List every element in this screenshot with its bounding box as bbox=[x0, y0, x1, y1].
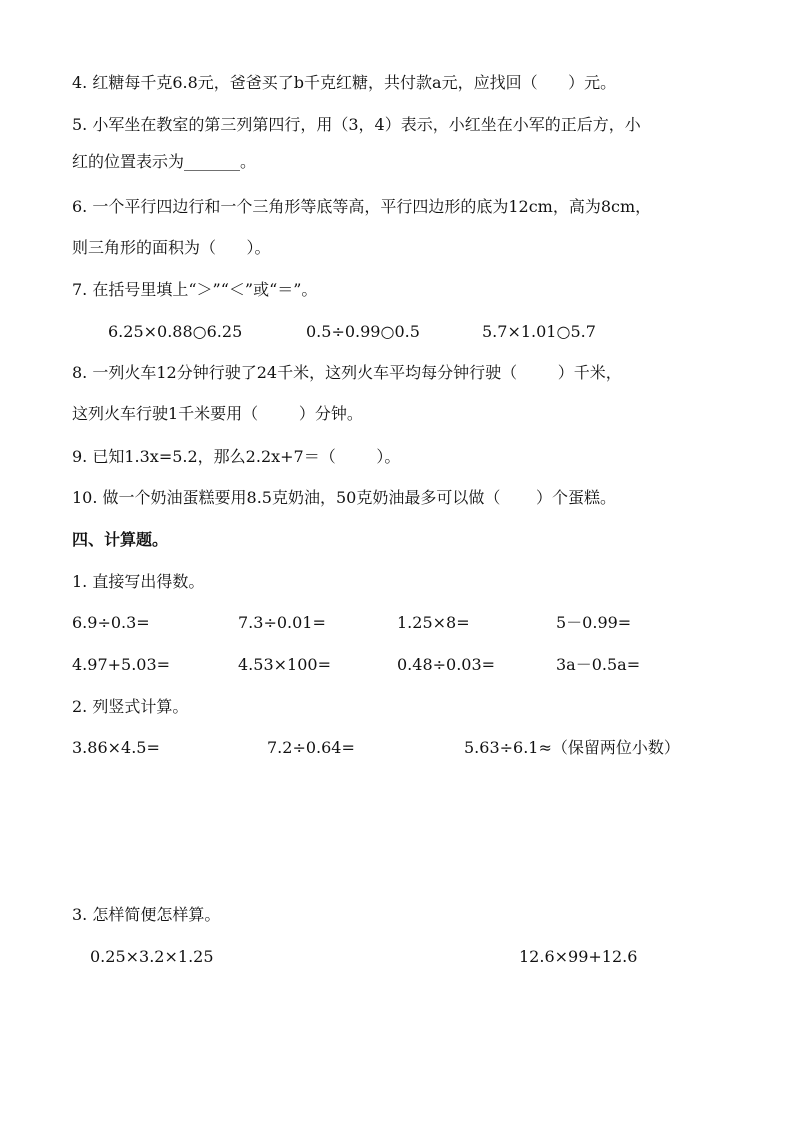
q7-comparison-3: 5.7×1.01○5.7 bbox=[482, 322, 596, 341]
question-6-line-2: 则三角形的面积为（ ）。 bbox=[72, 238, 271, 257]
calc-item: 4.53×100= bbox=[238, 655, 331, 674]
question-10: 10. 做一个奶油蛋糕要用8.5克奶油，50克奶油最多可以做（ ）个蛋糕。 bbox=[72, 488, 616, 507]
calc-item: 6.9÷0.3= bbox=[72, 613, 150, 632]
simplify-calc-item: 12.6×99+12.6 bbox=[519, 947, 638, 966]
simplify-calc-item: 0.25×3.2×1.25 bbox=[90, 947, 214, 966]
calc-item: 5－0.99= bbox=[556, 613, 632, 632]
question-7: 7. 在括号里填上“＞”“＜”或“＝”。 bbox=[72, 280, 318, 299]
part-1-title: 1. 直接写出得数。 bbox=[72, 572, 205, 591]
q7-comparison-1: 6.25×0.88○6.25 bbox=[108, 322, 243, 341]
question-5-line-1: 5. 小军坐在教室的第三列第四行，用（3，4）表示，小红坐在小军的正后方，小 bbox=[72, 115, 641, 134]
part-2-title: 2. 列竖式计算。 bbox=[72, 697, 189, 716]
part-3-title: 3. 怎样简便怎样算。 bbox=[72, 905, 221, 924]
vertical-calc-item: 5.63÷6.1≈（保留两位小数） bbox=[464, 738, 680, 757]
question-8-line-1: 8. 一列火车12分钟行驶了24千米，这列火车平均每分钟行驶（ ）千米， bbox=[72, 363, 622, 382]
calc-item: 0.48÷0.03= bbox=[397, 655, 496, 674]
vertical-calc-item: 3.86×4.5= bbox=[72, 738, 160, 757]
question-6-line-1: 6. 一个平行四边行和一个三角形等底等高，平行四边形的底为12cm，高为8cm， bbox=[72, 197, 652, 216]
question-5-line-2: 红的位置表示为_______。 bbox=[72, 152, 257, 171]
calc-item: 7.3÷0.01= bbox=[238, 613, 326, 632]
vertical-calc-item: 7.2÷0.64= bbox=[267, 738, 355, 757]
calc-item: 4.97+5.03= bbox=[72, 655, 171, 674]
question-9: 9. 已知1.3x=5.2，那么2.2x+7＝（ ）。 bbox=[72, 447, 401, 466]
q7-comparison-2: 0.5÷0.99○0.5 bbox=[306, 322, 420, 341]
question-8-line-2: 这列火车行驶1千米要用（ ）分钟。 bbox=[72, 404, 363, 423]
question-4: 4. 红糖每千克6.8元，爸爸买了b千克红糖，共付款a元，应找回（ ）元。 bbox=[72, 73, 617, 92]
calc-item: 1.25×8= bbox=[397, 613, 470, 632]
section-4-title: 四、计算题。 bbox=[72, 530, 169, 549]
calc-item: 3a－0.5a= bbox=[556, 655, 641, 674]
